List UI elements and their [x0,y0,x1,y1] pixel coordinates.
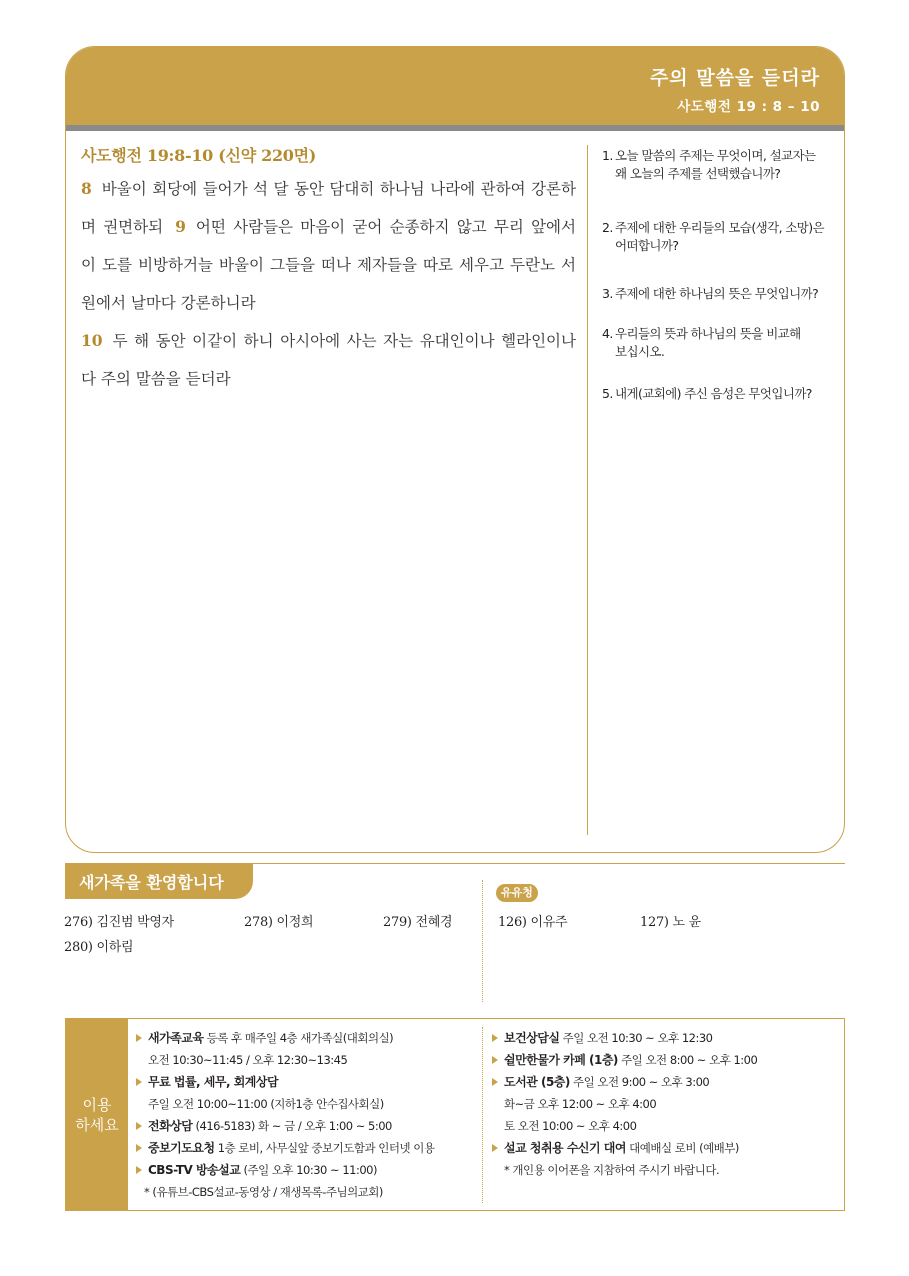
arrow-icon [492,1078,498,1086]
info-note: * 개인용 이어폰을 지참하여 주시기 바랍니다. [504,1163,720,1177]
arrow-icon [492,1144,498,1152]
question-item: 2. 주제에 대한 우리들의 모습(생각, 소망)은 어떠합니까? [602,220,825,253]
verse-number: 8 [81,179,92,198]
info-item: 전화상담 (416-5183) 화 ~ 금 / 오후 1:00 ~ 5:00 [136,1115,476,1137]
arrow-icon [136,1034,142,1042]
info-item-detail: 주일 오전 10:00~11:00 (지하1층 안수집사회실) [148,1097,384,1111]
info-item: CBS-TV 방송설교 (주일 오후 10:30 ~ 11:00) [136,1159,476,1181]
info-item: 쉴만한물가 카페 (1층) 주일 오전 8:00 ~ 오후 1:00 [492,1049,837,1071]
arrow-icon [136,1078,142,1086]
verse-number: 10 [81,331,103,350]
info-item: 보건상담실 주일 오전 10:30 ~ 오후 12:30 [492,1027,837,1049]
info-label-line: 이용 [82,1096,112,1114]
info-item: 새가족교육 등록 후 매주일 4층 새가족실(대회의실) [136,1027,476,1049]
question-item: 3. 주제에 대한 하나님의 뜻은 무엇입니까? [602,286,819,301]
info-item: 중보기도요청 1층 로비, 사무실앞 중보기도함과 인터넷 이용 [136,1137,476,1159]
question-item: 4. 우리들의 뜻과 하나님의 뜻을 비교해 보십시오. [602,326,801,359]
info-item-detail: 오전 10:30~11:45 / 오후 12:30~13:45 [148,1053,348,1067]
info-right-column [492,1027,837,1181]
info-side-label [66,1019,128,1210]
welcome-title: 새가족을 환영합니다 [79,873,224,892]
verse-text: 어떤 사람들은 마음이 굳어 순종하지 않고 무리 앞에서 이 도를 비방하거늘 바울이 그들을 떠나 제자들을 따로 세우고 두란노 서원에서 날마다 강론하니라 [81,218,576,312]
column-divider [587,145,588,835]
verse-number: 9 [175,217,186,236]
scripture-reference: 사도행전 19:8-10 (신약 220면) [81,146,317,165]
arrow-icon [136,1166,142,1174]
arrow-icon [136,1144,142,1152]
sermon-subtitle: 사도행전 19 : 8 – 10 [677,99,820,115]
sermon-header [66,47,844,125]
info-left-column [136,1027,476,1203]
scripture-passage [81,143,576,398]
discussion-questions [602,147,834,403]
newcomer-name: 279) 전혜경 [383,915,453,930]
verse-text: 바울이 회당에 들어가 석 달 동안 담대히 하나님 나라에 관하여 강론하며 권면하되 [81,180,576,236]
info-item-detail: 토 오전 10:00 ~ 오후 4:00 [504,1119,637,1133]
youth-name: 127) 노 윤 [640,915,701,930]
question-item: 5. 내게(교회에) 주신 음성은 무엇입니까? [602,386,812,401]
welcome-heading [65,863,253,899]
info-item: 도서관 (5층) 주일 오전 9:00 ~ 오후 3:00 [492,1071,837,1093]
info-box [65,1018,845,1211]
newcomer-name: 276) 김진범 박영자 [64,915,174,930]
info-label-line: 하세요 [75,1116,119,1134]
newcomer-name: 278) 이정희 [244,915,314,930]
info-item: 무료 법률, 세무, 회계상담 [136,1071,476,1093]
info-note: * (유튜브-CBS설교-동영상 / 재생목록-주님의교회) [144,1185,383,1199]
info-divider [482,1027,483,1203]
youth-badge: 유유청 [496,884,538,902]
info-item: 설교 청취용 수신기 대여 대예배실 로비 (예배부) [492,1137,837,1159]
header-divider [66,125,844,131]
youth-name: 126) 이유주 [498,915,568,930]
verse-text: 두 해 동안 이같이 하니 아시아에 사는 자는 유대인이나 헬라인이나 다 주의 말씀을 듣더라 [81,332,576,388]
question-item: 1. 오늘 말씀의 주제는 무엇이며, 설교자는 왜 오늘의 주제를 선택했습니까? [602,148,816,181]
arrow-icon [492,1034,498,1042]
newcomer-name: 280) 이하림 [64,940,134,955]
welcome-divider [482,880,483,1002]
arrow-icon [136,1122,142,1130]
sermon-card [65,46,845,853]
scripture-text [81,170,576,398]
info-item-detail: 화~금 오후 12:00 ~ 오후 4:00 [504,1097,657,1111]
arrow-icon [492,1056,498,1064]
sermon-title: 주의 말씀을 듣더라 [649,67,820,89]
